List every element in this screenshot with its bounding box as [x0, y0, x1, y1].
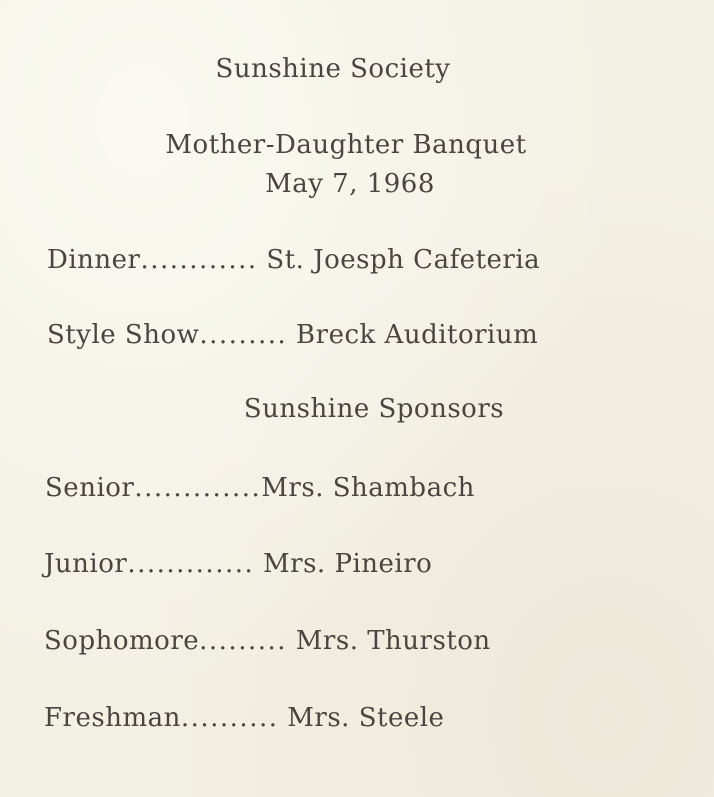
sponsor-label: Senior — [45, 473, 135, 503]
program-label: Style Show — [47, 320, 200, 350]
program-label: Dinner — [47, 245, 141, 275]
event-date: May 7, 1968 — [265, 169, 435, 199]
society-title: Sunshine Society — [215, 54, 451, 84]
dot-leader: ......... — [199, 320, 288, 350]
dot-leader: ............. — [134, 473, 262, 503]
sponsor-row-sophomore — [44, 626, 491, 656]
event-name: Mother-Daughter Banquet — [165, 130, 527, 160]
sponsor-value: Mrs. Steele — [278, 703, 445, 733]
sponsor-value: Mrs. Shambach — [261, 473, 475, 503]
program-value: Breck Auditorium — [287, 320, 539, 350]
sponsor-row-junior — [44, 549, 432, 579]
sponsor-label: Sophomore — [44, 626, 200, 656]
sponsor-value: Mrs. Thurston — [287, 626, 491, 656]
program-row-dinner — [47, 245, 540, 275]
program-value: St. Joesph Cafeteria — [257, 245, 541, 275]
sponsor-row-freshman — [44, 703, 444, 733]
sponsor-label: Freshman — [44, 703, 181, 733]
dot-leader: ............ — [140, 245, 258, 275]
dot-leader: ............. — [127, 549, 255, 579]
program-row-style-show — [47, 320, 538, 350]
dot-leader: .......... — [180, 703, 279, 733]
sponsor-label: Junior — [44, 549, 128, 579]
sponsors-heading: Sunshine Sponsors — [243, 394, 505, 424]
dot-leader: ......... — [199, 626, 288, 656]
sponsor-row-senior — [45, 473, 475, 503]
sponsor-value: Mrs. Pineiro — [254, 549, 433, 579]
